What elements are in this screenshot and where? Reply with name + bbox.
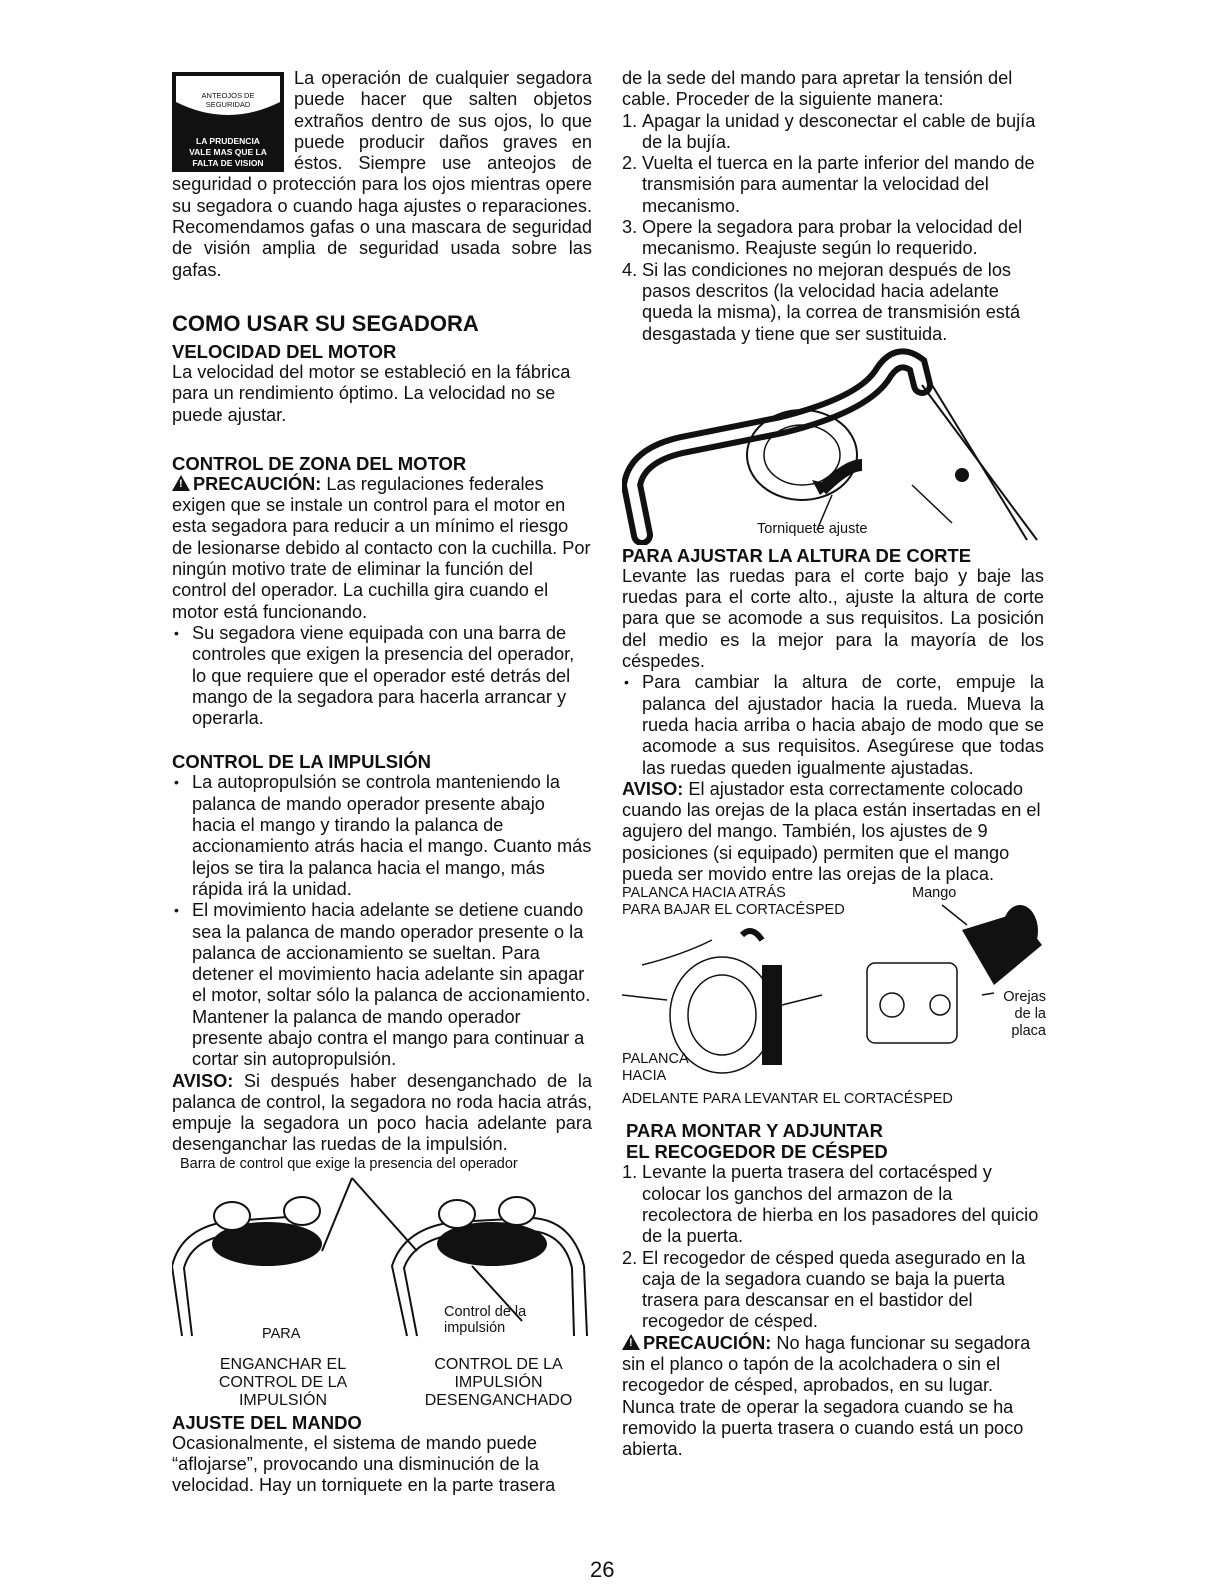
safety-glasses-badge <box>172 72 284 172</box>
list-item: • El movimiento hacia adelante se detiene cuando sea la palanca de mando operador presente o la palanca de accionamiento se sueltan. Para detener el movimiento hacia adelante sin apagar el motor, soltar sólo la palanca de accionamiento. Mantener la palanca de mando operador presente abajo contra el mango para continuar a cortar sin autopropulsión. <box>172 900 592 1070</box>
cable-adjust-figure <box>622 345 1044 545</box>
notice-text: El ajustador esta correctamente colocado cuando las orejas de la placa están insertadas en el agujero del mango. También, los ajustes de 9 posiciones (si equipado) permiten que el mango pueda ser movido entre las orejas de la placa. <box>622 778 1041 885</box>
notice-text: Si después haber desenganchado de la palanca de control, la segadora no roda hacia atrás, empuje la segadora un poco hacia adelante para desenganchar las ruedas de la impulsión. <box>172 1070 592 1155</box>
step-item <box>622 1162 1044 1247</box>
step-text: El recogedor de césped queda asegurado en la caja de la segadora cuando se baja la puerta trasera para descansar en el bastidor del recogedor de césped. <box>642 1247 1026 1332</box>
step-text: Apagar la unidad y desconectar el cable de bujía de la bujía. <box>642 110 1036 152</box>
drive-notice <box>172 1071 592 1156</box>
warning-triangle-icon <box>622 1334 640 1350</box>
cut-height-heading: PARA AJUSTAR LA ALTURA DE CORTE <box>622 544 972 566</box>
figure-inner-label-right: Control de la impulsión <box>444 1303 527 1336</box>
step-number: 1. <box>622 1162 638 1183</box>
intro-text: La operación de cualquier segadora puede hacer que salten objetos extraños dentro de sus ojos, lo que puede producir daños graves en éstos. Siempre use anteojos de seguridad o protección para los ojos mientras opere su segadora o cuando haga ajustes o reparaciones. Recomendamos gafas o una mascara de seguridad de visión amplia de seguridad usada sobre las gafas. <box>172 68 592 280</box>
handle-adjust-heading: AJUSTE DEL MANDO <box>172 1411 362 1433</box>
list-item: • Para cambiar la altura de corte, empuje la palanca del ajustador hacia la rueda. Mueva la rueda hacia arriba o hacia abajo de modo que se acomode a sus requisitos. Asegúrese que todas las ruedas queden igualmente ajustadas. <box>622 672 1044 778</box>
caution-text: Las regulaciones federales exigen que se instale un control para el motor en esta segadora para reducir a un mínimo el riesgo de lesionarse debido al contacto con la cuchilla. Por ningún motivo trate de eliminar la función del control del operador. La cuchilla gira cuando el motor está funcionando. <box>172 473 591 622</box>
caution-label: PRECAUCIÓN: <box>643 1332 772 1353</box>
cut-height-notice <box>622 779 1044 885</box>
step-number: 3. <box>622 217 638 238</box>
notice-label: AVISO: <box>622 778 684 799</box>
badge-line4: LA PRUDENCIA <box>196 136 260 146</box>
step-item <box>622 153 1044 217</box>
list-item: • Su segadora viene equipada con una barra de controles que exigen la presencia del operador, lo que requiere que el operador esté detrás del mango de la segadora para hacerla arrancar y operarla. <box>172 623 592 729</box>
handle-adjust-text: Ocasionalmente, el sistema de mando puede “aflojarse”, provocando una disminución de la velocidad. Hay un torniquete en la parte trasera <box>172 1432 556 1496</box>
badge-line6: FALTA DE VISION <box>192 158 264 168</box>
bag-heading-2: EL RECOGEDOR DE CÉSPED <box>626 1141 888 1163</box>
label-palanca: PALANCA <box>622 1051 689 1068</box>
engine-speed-text: La velocidad del motor se estableció en la fábrica para un rendimiento óptimo. La velocidad no se puede ajustar. <box>172 361 571 425</box>
badge-line1: USE SUS <box>208 78 248 88</box>
label-top-left-2: PARA BAJAR EL CORTACÉSPED <box>622 902 845 919</box>
step-item <box>622 1248 1044 1333</box>
engine-speed-heading: VELOCIDAD DEL MOTOR <box>172 340 397 362</box>
main-heading: COMO USAR SU SEGADORA <box>172 310 479 336</box>
step-text: Si las condiciones no mejoran después de los pasos descritos (la velocidad hacia adelante queda la misma), la correa de transmisión está desgastada y tiene que ser sustituida. <box>642 259 1021 344</box>
caption-left: ENGANCHAR EL CONTROL DE LA IMPULSIÓN <box>218 1355 348 1409</box>
notice-label: AVISO: <box>172 1070 234 1091</box>
step-number: 1. <box>622 110 638 131</box>
figure-inner-label-left: PARA <box>262 1325 301 1342</box>
tourniquet-label: Torniquete ajuste <box>757 520 868 537</box>
bag-heading-1: PARA MONTAR Y ADJUNTAR <box>626 1120 883 1142</box>
drive-control-figure <box>172 1156 592 1356</box>
step-text: Levante la puerta trasera del cortacésped y colocar los ganchos del armazon de la recolectora de hierba en los pasadores del quicio de la puerta. <box>642 1162 1039 1247</box>
zone-control-heading: CONTROL DE ZONA DEL MOTOR <box>172 452 467 474</box>
figure-captions <box>172 1356 592 1412</box>
left-column <box>172 68 592 1497</box>
step-number: 2. <box>622 1247 638 1268</box>
step-item <box>622 217 1044 260</box>
label-orejas: Orejas de la placa <box>1003 989 1046 1040</box>
step-text: Vuelta el tuerca en la parte inferior del mando de transmisión para aumentar la velocidad del mecanismo. <box>642 153 1035 216</box>
badge-line5: VALE MAS QUE LA <box>189 147 267 157</box>
list-item: • La autopropulsión se controla manteniendo la palanca de mando operador presente abajo hacia el mango y tirando la palanca de accionamiento atrás hacia el mango. Cuanto más lejos se tira la palanca hacia el mango, más rápida irá la unidad. <box>172 772 592 900</box>
wheel-adjust-figure <box>622 885 1044 1091</box>
bag-caution <box>622 1333 1044 1461</box>
step-number: 4. <box>622 259 638 280</box>
step-item <box>622 111 1044 154</box>
badge-line2: ANTEOJOS DE <box>201 91 255 100</box>
zone-control-caution <box>172 474 592 623</box>
step-text: Opere la segadora para probar la velocidad del mecanismo. Reajuste según lo requerido. <box>642 217 1023 259</box>
warning-triangle-icon <box>172 475 190 491</box>
safety-glasses-icon <box>172 72 284 172</box>
right-column <box>622 68 1044 1460</box>
caption-right: CONTROL DE LA IMPULSIÓN DESENGANCHADO <box>424 1355 573 1409</box>
label-hacia: HACIA <box>622 1068 667 1085</box>
figure-top-label: Barra de control que exige la presencia del operador <box>180 1155 518 1172</box>
label-bottom: ADELANTE PARA LEVANTAR EL CORTACÉSPED <box>622 1091 953 1108</box>
cut-height-text: Levante las ruedas para el corte bajo y baje las ruedas para el corte alto., ajuste la altura de corte para que se acomode a sus requisitos. La posición del medio es la mejor para la mayoría de los céspedes. <box>622 565 1044 672</box>
continued-text: de la sede del mando para apretar la tensión del cable. Proceder de la siguiente manera: <box>622 68 1013 110</box>
step-item <box>622 260 1044 345</box>
step-number: 2. <box>622 153 638 174</box>
caution-label: PRECAUCIÓN: <box>193 473 322 494</box>
label-mango: Mango <box>912 885 957 902</box>
drive-control-heading: CONTROL DE LA IMPULSIÓN <box>172 751 431 773</box>
badge-line3: SEGURIDAD <box>205 100 251 109</box>
caution-text: No haga funcionar su segadora sin el planco o tapón de la acolchadera o sin el recogedor de césped, aprobados, en su lugar. Nunca trate de operar la segadora cuando se ha removido la puerta trasera o cuando está un poco abierta. <box>622 1332 1031 1460</box>
page-number: 26 <box>590 1557 615 1582</box>
label-top-left-1: PALANCA HACIA ATRÁS <box>622 885 786 902</box>
handle-cable-illustration <box>622 345 1044 545</box>
